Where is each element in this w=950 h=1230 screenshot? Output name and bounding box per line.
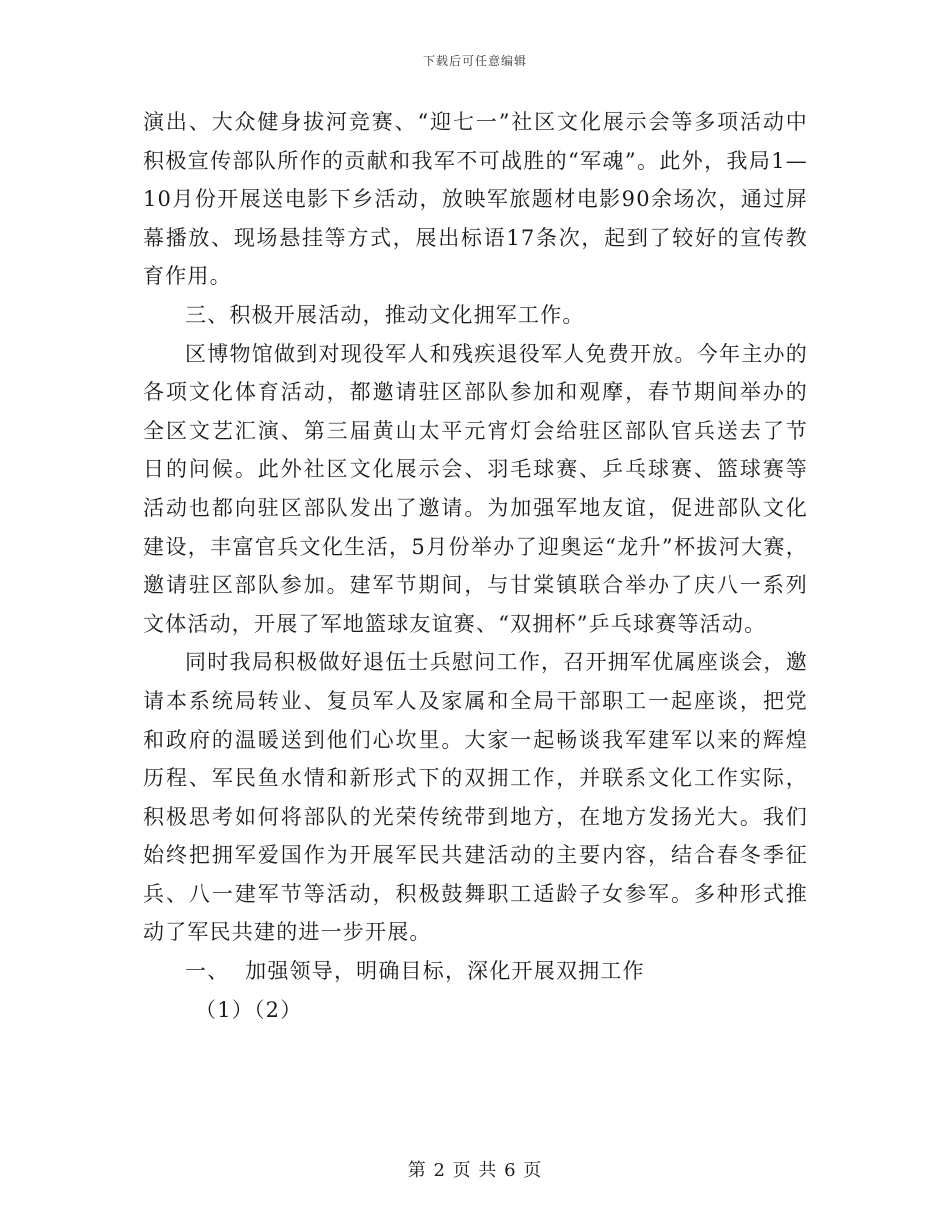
sub-items: （1）（2） — [195, 997, 303, 1022]
paragraph-museum: 区博物馆做到对现役军人和残疾退役军人免费开放。今年主办的各项文化体育活动，都邀请驻区部队参加和观摩，春节期间举办的全区文艺汇演、第三届黄山太平元宵灯会给驻区部队官兵送去了节日的问候。此外社区文化展示会、羽毛球赛、乒乓球赛、篮球赛等活动也都向驻区部队发出了邀请。为加强军地友谊，促进部队文化建设，丰富官兵文化生活，5月份举办了迎奥运“龙升”杯拔河大赛，邀请驻区部队参加。建军节期间，与甘棠镇联合举办了庆八一系列文体活动，开展了军地篮球友谊赛、“双拥杯”乒乓球赛等活动。 — [143, 341, 808, 636]
document-body — [143, 103, 808, 1029]
paragraph-continuation: 演出、大众健身拔河竞赛、“迎七一”社区文化展示会等多项活动中积极宣传部队所作的贡献和我军不可战胜的“军魂”。此外，我局1—10月份开展送电影下乡活动，放映军旅题材电影90余场次，通过屏幕播放、现场悬挂等方式，展出标语17条次，起到了较好的宣传教育作用。 — [143, 110, 808, 289]
section-heading-one: 一、 加强领导，明确目标，深化开展双拥工作 — [185, 959, 645, 984]
page-number: 第 2 页 共 6 页 — [407, 1160, 543, 1181]
paragraph-veterans: 同时我局积极做好退伍士兵慰问工作，召开拥军优属座谈会，邀请本系统局转业、复员军人及家属和全局干部职工一起座谈，把党和政府的温暖送到他们心坎里。大家一起畅谈我军建军以来的辉煌历程、军民鱼水情和新形式下的双拥工作，并联系文化工作实际，积极思考如何将部队的光荣传统带到地方，在地方发扬光大。我们始终把拥军爱国作为开展军民共建活动的主要内容，结合春冬季征兵、八一建军节等活动，积极鼓舞职工适龄子女参军。多种形式推动了军民共建的进一步开展。 — [143, 650, 808, 945]
section-heading-three: 三、积极开展活动，推动文化拥军工作。 — [185, 302, 585, 327]
page-header: 下载后可任意编辑 — [422, 54, 527, 68]
